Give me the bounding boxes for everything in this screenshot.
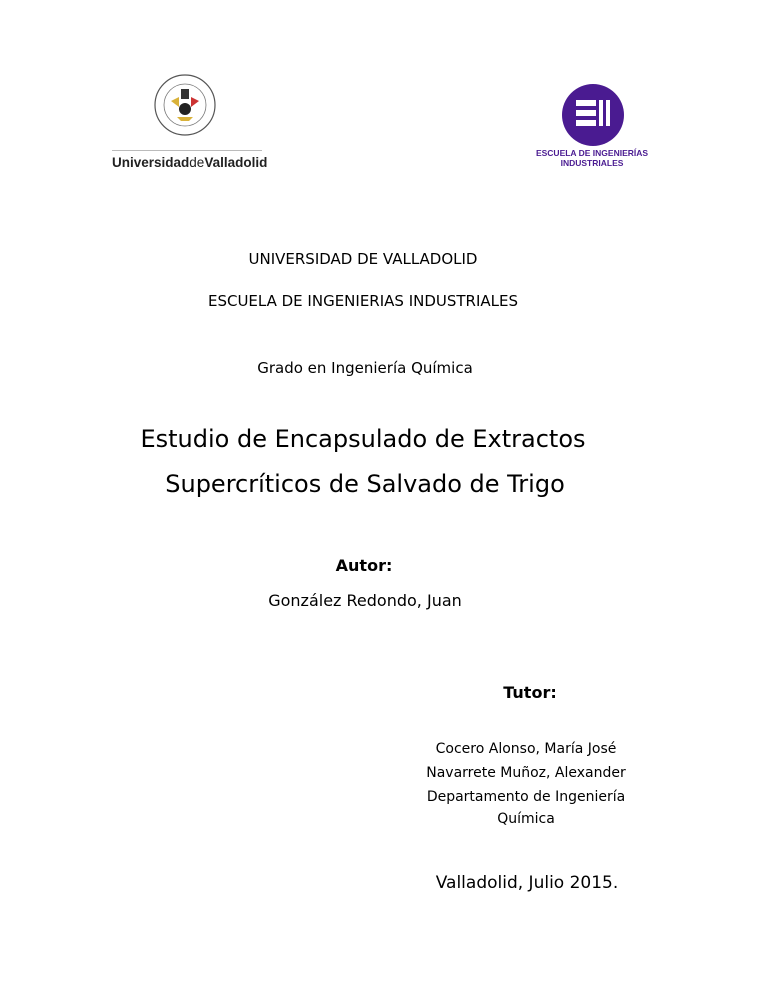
university-wordmark: UniversidaddeValladolid <box>112 155 268 170</box>
eii-wordmark: ESCUELA DE INGENIERÍAS INDUSTRIALES <box>535 148 649 168</box>
logo-divider <box>112 150 262 151</box>
tutor-name: Cocero Alonso, María José <box>435 741 617 757</box>
eii-logo <box>562 84 624 146</box>
place-date: Valladolid, Julio 2015. <box>435 873 619 893</box>
author-name: González Redondo, Juan <box>268 591 462 610</box>
degree-name: Grado en Ingeniería Química <box>257 359 473 377</box>
tutor-label: Tutor: <box>503 683 557 702</box>
university-name: UNIVERSIDAD DE VALLADOLID <box>248 250 478 268</box>
university-seal-logo <box>153 73 217 137</box>
school-name: ESCUELA DE INGENIERIAS INDUSTRIALES <box>207 292 519 310</box>
title-line-1: Estudio de Encapsulado de Extractos <box>140 425 586 453</box>
department-line-2: Química <box>497 811 555 827</box>
author-label: Autor: <box>335 556 393 575</box>
title-line-2: Supercríticos de Salvado de Trigo <box>165 470 565 498</box>
tutor-name: Navarrete Muñoz, Alexander <box>426 765 626 781</box>
department-line-1: Departamento de Ingeniería <box>426 789 626 805</box>
